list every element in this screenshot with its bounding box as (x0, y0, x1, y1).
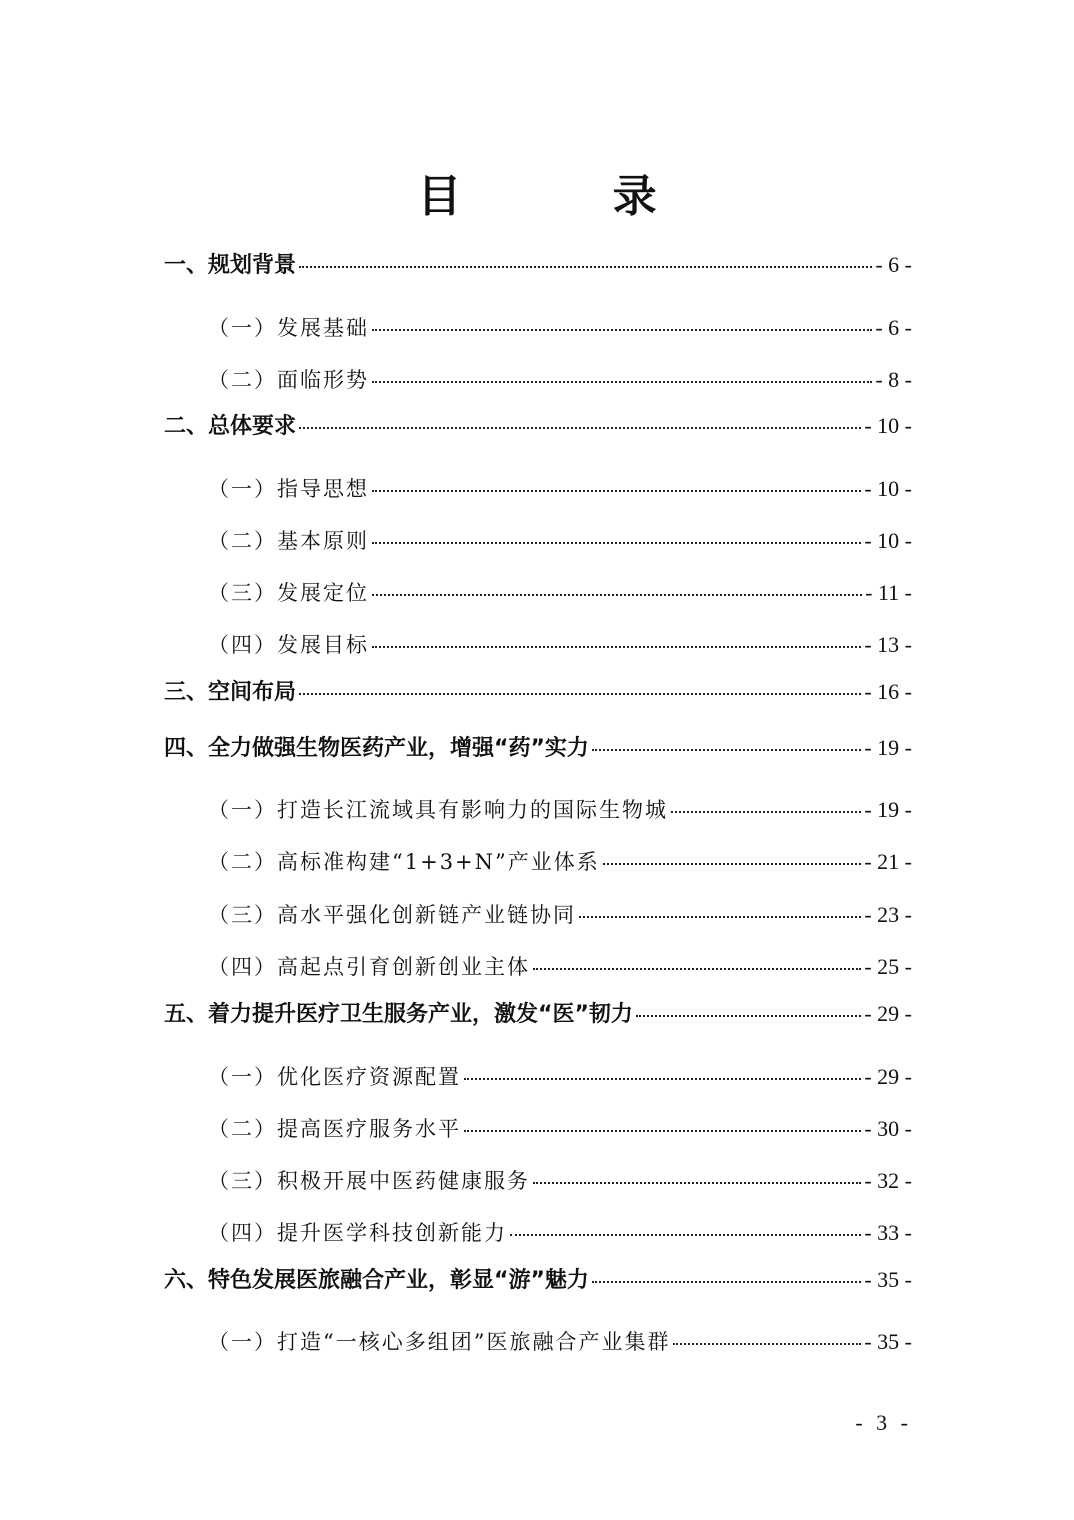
toc-entry-section-4-4[interactable] (208, 951, 912, 981)
toc-entry-page: - 13 - (864, 632, 912, 657)
toc-leader-dots (464, 1130, 861, 1132)
toc-entry-chapter-2[interactable] (164, 409, 912, 440)
toc-entry-page: - 32 - (864, 1168, 912, 1193)
toc-entry-label: （一）打造“一核心多组团”医旅融合产业集群 (208, 1330, 671, 1354)
toc-entry-label: 二、总体要求 (164, 414, 297, 439)
toc-entry-page: - 29 - (864, 1064, 912, 1089)
toc-leader-dots (673, 1343, 861, 1345)
toc-leader-dots (533, 1182, 861, 1184)
toc-entry-page: - 8 - (875, 367, 912, 392)
toc-entry-chapter-4[interactable] (164, 731, 912, 762)
toc-entry-chapter-5[interactable] (164, 997, 912, 1028)
toc-entry-label: 一、规划背景 (164, 253, 297, 278)
toc-leader-dots (372, 594, 862, 596)
toc-entry-section-4-1[interactable] (208, 794, 912, 824)
toc-entry-label: （四）提升医学科技创新能力 (208, 1221, 507, 1245)
toc-entry-label: （三）积极开展中医药健康服务 (208, 1169, 530, 1193)
toc-entry-section-4-3[interactable] (208, 899, 912, 929)
toc-entry-page: - 21 - (864, 849, 912, 874)
toc-entry-label: （一）打造长江流域具有影响力的国际生物城 (208, 798, 668, 822)
toc-entry-page: - 11 - (865, 580, 912, 605)
toc-entry-chapter-6[interactable] (164, 1263, 912, 1294)
toc-leader-dots (592, 749, 861, 751)
toc-entry-chapter-1[interactable] (164, 248, 912, 279)
toc-entry-page: - 29 - (864, 1001, 912, 1026)
toc-entry-page: - 10 - (864, 413, 912, 438)
toc-entry-section-1-1[interactable] (208, 312, 912, 342)
toc-entry-label: （二）提高医疗服务水平 (208, 1117, 461, 1141)
toc-entry-label: （二）面临形势 (208, 368, 369, 392)
toc-entry-page: - 6 - (875, 315, 912, 340)
toc-entry-section-5-2[interactable] (208, 1113, 912, 1143)
toc-entry-label: 三、空间布局 (164, 680, 297, 705)
toc-leader-dots (579, 916, 861, 918)
toc-entry-label: （三）发展定位 (208, 581, 369, 605)
toc-entry-page: - 19 - (864, 735, 912, 760)
toc-leader-dots (533, 968, 861, 970)
toc-entry-section-2-2[interactable] (208, 525, 912, 555)
toc-leader-dots (372, 646, 861, 648)
toc-entry-section-5-1[interactable] (208, 1061, 912, 1091)
toc-entry-page: - 16 - (864, 679, 912, 704)
toc-entry-label: （四）发展目标 (208, 633, 369, 657)
toc-leader-dots (671, 811, 861, 813)
toc-entry-label: （一）优化医疗资源配置 (208, 1065, 461, 1089)
toc-entry-page: - 30 - (864, 1116, 912, 1141)
toc-leader-dots (372, 490, 861, 492)
page-number: - 3 - (855, 1410, 912, 1435)
toc-leader-dots (299, 266, 872, 268)
toc-entry-page: - 35 - (864, 1267, 912, 1292)
toc-entry-page: - 35 - (864, 1329, 912, 1354)
toc-leader-dots (464, 1078, 861, 1080)
toc-entry-section-1-2[interactable] (208, 364, 912, 394)
toc-leader-dots (603, 863, 862, 865)
toc-entry-page: - 10 - (864, 476, 912, 501)
toc-entry-label: （四）高起点引育创新创业主体 (208, 955, 530, 979)
toc-entry-page: - 23 - (864, 902, 912, 927)
toc-entry-section-2-4[interactable] (208, 629, 912, 659)
toc-entry-page: - 6 - (875, 252, 912, 277)
toc-entry-section-2-1[interactable] (208, 473, 912, 503)
toc-entry-label: （一）发展基础 (208, 316, 369, 340)
toc-entry-label: 六、特色发展医旅融合产业，彰显“游”魅力 (164, 1268, 589, 1293)
toc-leader-dots (299, 427, 861, 429)
toc-entry-section-5-3[interactable] (208, 1165, 912, 1195)
toc-entry-label: （一）指导思想 (208, 477, 369, 501)
toc-entry-label: （二）高标准构建“1+3+N”产业体系 (208, 850, 600, 874)
toc-entry-section-2-3[interactable] (208, 577, 912, 607)
toc-leader-dots (592, 1281, 861, 1283)
toc-leader-dots (372, 381, 872, 383)
toc-entry-section-6-1[interactable] (208, 1326, 912, 1356)
toc-entry-page: - 25 - (864, 954, 912, 979)
toc-entry-section-5-4[interactable] (208, 1217, 912, 1247)
toc-entry-page: - 10 - (864, 528, 912, 553)
toc-entry-label: 四、全力做强生物医药产业，增强“药”实力 (164, 736, 589, 761)
toc-leader-dots (372, 329, 872, 331)
page-title: 目 录 (417, 171, 725, 222)
toc-leader-dots (510, 1234, 861, 1236)
toc-entry-label: 五、着力提升医疗卫生服务产业，激发“医”韧力 (164, 1002, 633, 1027)
toc-leader-dots (372, 542, 861, 544)
toc-entry-label: （二）基本原则 (208, 529, 369, 553)
toc-entry-chapter-3[interactable] (164, 675, 912, 706)
toc-entry-page: - 19 - (864, 797, 912, 822)
toc-entry-section-4-2[interactable] (208, 846, 912, 876)
toc-entry-page: - 33 - (864, 1220, 912, 1245)
toc-leader-dots (299, 693, 861, 695)
toc-entry-label: （三）高水平强化创新链产业链协同 (208, 903, 576, 927)
toc-leader-dots (636, 1015, 861, 1017)
